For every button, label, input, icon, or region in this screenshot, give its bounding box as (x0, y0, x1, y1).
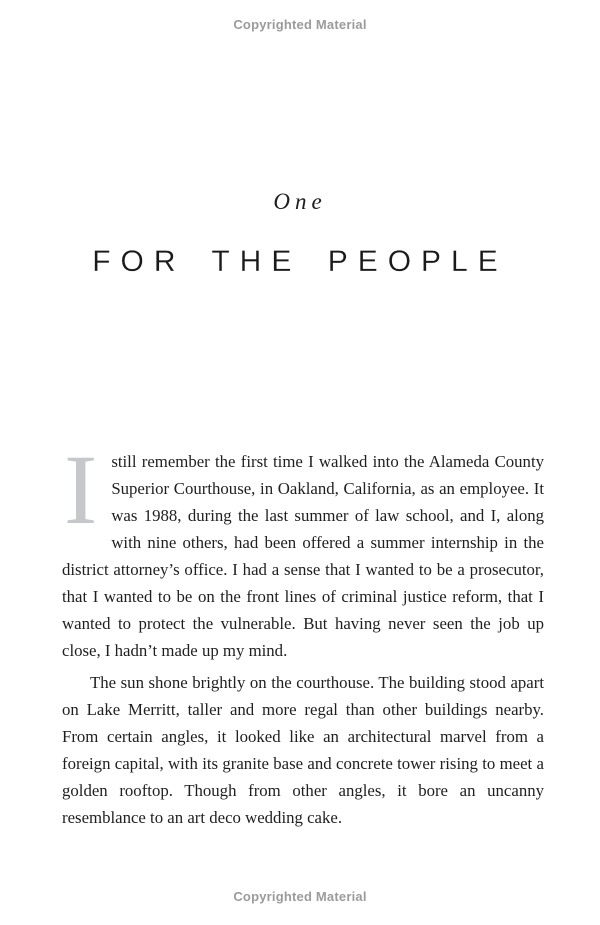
paragraph-second: The sun shone brightly on the courthouse. The building stood apart on Lake Merritt, taller and more regal than other buildings nearby. From certain angles, it looked like an architectural marvel from a foreign capital, with its granite base and concrete tower rising to meet a golden rooftop. Though from other angles, it bore an uncanny resemblance to an art deco wedding cake. (62, 673, 544, 827)
chapter-title: FOR THE PEOPLE (92, 245, 508, 278)
copyright-notice-bottom: Copyrighted Material (233, 889, 367, 904)
paragraph-first (62, 434, 544, 664)
chapter-number: One (273, 189, 327, 214)
body-text (62, 434, 544, 831)
drop-cap-letter: I (64, 434, 98, 545)
paragraph-first-text: still remember the first time I walked into the Alameda County Superior Courthouse, in Oakland, California, as an employee. It was 1988, during the last summer of law school, and I, along with nine others, had been offered a summer internship in the district attorney’s office. I had a sense that I wanted to be a prosecutor, that I wanted to be on the front lines of criminal justice reform, that I wanted to protect the vulnerable. But having never seen the job up close, I hadn’t made up my mind. (62, 452, 544, 660)
copyright-notice-top: Copyrighted Material (233, 17, 367, 32)
